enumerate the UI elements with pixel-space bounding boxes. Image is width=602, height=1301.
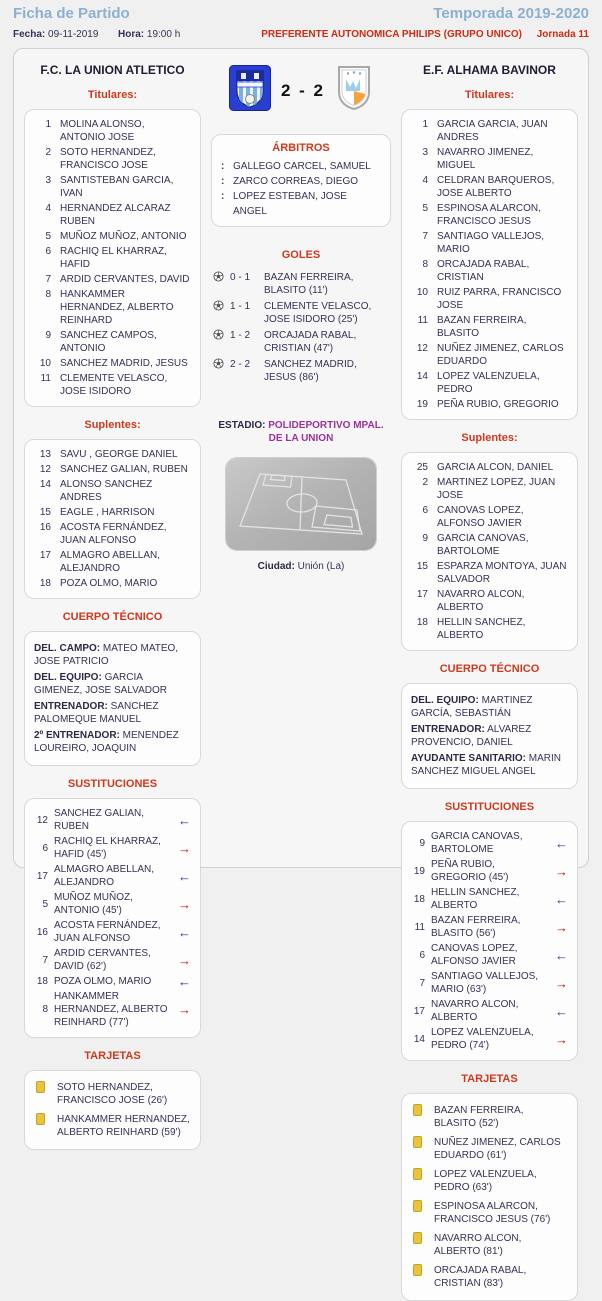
player-name: ARDID CERVANTES, DAVID (62') [54, 948, 151, 972]
staff-name: SANCHEZ PALOMEQUE MANUEL [34, 701, 159, 725]
goal-scorer: BAZAN FERREIRA, BLASITO (11') [264, 271, 354, 296]
referee-row [221, 159, 381, 174]
substitution-row [411, 1025, 568, 1053]
player-number: 19 [413, 865, 425, 877]
staff-name: MENENDEZ LOUREIRO, JOAQUIN [34, 730, 179, 754]
player-name: MOLINA ALONSO, ANTONIO JOSE [60, 119, 145, 143]
goal-row [213, 327, 389, 356]
substitution-row [411, 997, 568, 1025]
yellow-card-icon [413, 1168, 422, 1180]
player-row [411, 587, 568, 615]
player-row [411, 531, 568, 559]
player-name: SANCHEZ CAMPOS, ANTONIO [60, 330, 157, 354]
substitution-arrow-icon: → [178, 896, 191, 912]
player-row [411, 615, 568, 643]
player-number: 17 [416, 589, 428, 600]
player-name: NUÑEZ JIMENEZ, CARLOS EDUARDO [437, 343, 564, 367]
player-number: 12 [39, 464, 51, 475]
player-number: 18 [416, 617, 428, 628]
player-number: 2 [45, 147, 51, 158]
substitution-row [411, 829, 568, 857]
card-row [34, 1078, 191, 1110]
player-row [34, 201, 191, 229]
substitution-row [34, 974, 191, 989]
match-datetime [13, 29, 180, 40]
player-name: SANTIAGO VALLEJOS, MARIO (63') [431, 971, 539, 995]
card-row [411, 1261, 568, 1293]
staff-role: DEL. EQUIPO: [34, 672, 102, 683]
player-row [34, 173, 191, 201]
player-name: MUÑOZ MUÑOZ, ANTONIO [60, 231, 187, 242]
away-staff-list [401, 683, 578, 789]
goal-score: 2 - 2 [230, 358, 251, 370]
player-name: PEÑA RUBIO, GREGORIO [437, 399, 559, 410]
goals-heading: GOLES [281, 249, 321, 261]
away-cards-heading: TARJETAS [461, 1073, 518, 1085]
player-number: 11 [414, 921, 425, 933]
substitution-row [34, 918, 191, 946]
player-number: 5 [45, 231, 51, 242]
home-staff-heading: CUERPO TÉCNICO [62, 611, 163, 623]
player-number: 2 [422, 477, 428, 488]
yellow-card-icon [36, 1081, 45, 1093]
player-name: RACHIQ EL KHARRAZ, HAFID [60, 246, 167, 270]
player-number: 3 [422, 147, 428, 158]
player-number: 6 [422, 505, 428, 516]
card-row [411, 1165, 568, 1197]
player-row [34, 244, 191, 272]
staff-row [34, 671, 191, 697]
player-name: RACHIQ EL KHARRAZ, HAFID (45') [54, 836, 161, 860]
substitution-row [411, 857, 568, 885]
player-row [411, 117, 568, 145]
substitution-arrow-icon: → [555, 863, 568, 879]
away-team-name: E.F. ALHAMA BAVINOR [423, 63, 556, 77]
player-row [411, 313, 568, 341]
player-name: CANOVAS LOPEZ, ALFONSO JAVIER [437, 505, 524, 529]
player-name: ACOSTA FERNÁNDEZ, JUAN ALFONSO [54, 920, 161, 944]
player-row [411, 145, 568, 173]
player-name: LOPEZ VALENZUELA, PEDRO (74') [431, 1027, 534, 1051]
substitution-arrow-icon: ← [555, 1003, 568, 1019]
player-name: ESPINOSA ALARCON, FRANCISCO JESUS (76') [434, 1201, 551, 1225]
substitution-row [34, 946, 191, 974]
substitution-arrow-icon: ← [555, 891, 568, 907]
goal-score: 1 - 1 [230, 300, 251, 312]
staff-role: DEL. EQUIPO: [411, 695, 479, 706]
player-number: 5 [422, 203, 428, 214]
player-name: PEÑA RUBIO, GREGORIO (45') [431, 859, 509, 883]
away-subs-heading: SUSTITUCIONES [444, 801, 535, 813]
referees-box [211, 134, 391, 227]
referee-name: GALLEGO CARCEL, SAMUEL [233, 161, 371, 172]
player-number: 12 [36, 814, 48, 826]
home-titulares-list [24, 109, 201, 407]
away-suplentes-list [401, 452, 578, 651]
substitution-arrow-icon: ← [178, 868, 191, 884]
away-cards-list [401, 1093, 578, 1301]
player-name: MUÑOZ MUÑOZ, ANTONIO (45') [54, 892, 133, 916]
player-row [411, 341, 568, 369]
player-name: HANKAMMER HERNANDEZ, ALBERTO REINHARD (59') [57, 1114, 190, 1138]
player-number: 1 [422, 119, 428, 130]
staff-role: 2º ENTRENADOR: [34, 730, 120, 741]
player-name: ORCAJADA RABAL, CRISTIAN (83') [434, 1265, 527, 1289]
player-row [411, 559, 568, 587]
away-staff-heading: CUERPO TÉCNICO [439, 663, 540, 675]
player-number: 7 [419, 977, 425, 989]
referee-row [221, 174, 381, 189]
hora-value: 19:00 h [146, 29, 181, 40]
player-name: SANCHEZ MADRID, JESUS [60, 358, 188, 369]
player-number: 7 [42, 954, 48, 966]
staff-role: DEL. CAMPO: [34, 643, 101, 654]
player-row [411, 397, 568, 412]
player-number: 16 [39, 522, 51, 533]
referee-row [221, 189, 381, 219]
yellow-card-icon [413, 1104, 422, 1116]
staff-name: MARTINEZ GARCÍA, SEBASTIÁN [411, 695, 533, 719]
home-crest [229, 65, 271, 116]
soccer-ball-icon [213, 358, 225, 373]
player-row [34, 287, 191, 328]
staff-name: MATEO MATEO, JOSE PATRICIO [34, 643, 179, 667]
pitch-image [225, 457, 377, 551]
staff-role: ENTRENADOR: [34, 701, 108, 712]
player-name: LOPEZ VALENZUELA, PEDRO [437, 371, 540, 395]
stadium-line [211, 419, 391, 445]
player-name: SANTISTEBAN GARCIA, IVAN [60, 175, 174, 199]
player-name: HELLIN SANCHEZ, ALBERTO [431, 887, 520, 911]
player-name: NUÑEZ JIMENEZ, CARLOS EDUARDO (61') [434, 1137, 561, 1161]
yellow-card-icon [413, 1264, 422, 1276]
player-row [34, 520, 191, 548]
player-row [34, 229, 191, 244]
player-number: 8 [42, 1004, 48, 1015]
player-name: ALONSO SANCHEZ ANDRES [60, 479, 153, 503]
player-name: CLEMENTE VELASCO, JOSE ISIDORO [60, 373, 168, 397]
away-team-column [401, 59, 578, 1289]
referees-heading: ÁRBITROS [272, 142, 330, 154]
player-name: ESPARZA MONTOYA, JUAN SALVADOR [437, 561, 567, 585]
player-row [34, 145, 191, 173]
substitution-row [34, 806, 191, 834]
season-label: Temporada 2019-2020 [433, 5, 589, 22]
player-number: 7 [422, 231, 428, 242]
player-number: 18 [39, 578, 51, 589]
substitution-row [34, 989, 191, 1030]
player-name: ORCAJADA RABAL, CRISTIAN [437, 259, 530, 283]
city-label: Ciudad: [257, 561, 295, 572]
goal-row [213, 269, 389, 298]
player-number: 6 [42, 842, 48, 854]
player-name: POZA OLMO, MARIO [60, 578, 158, 589]
player-number: 6 [419, 949, 425, 961]
player-number: 18 [36, 976, 48, 987]
goal-score: 0 - 1 [230, 271, 251, 283]
player-name: SANCHEZ GALIAN, RUBEN [54, 808, 145, 832]
substitution-arrow-icon: → [178, 840, 191, 856]
staff-row [34, 700, 191, 726]
home-subs-heading: SUSTITUCIONES [67, 778, 158, 790]
player-number: 3 [45, 175, 51, 186]
player-name: BAZAN FERREIRA, BLASITO (52') [434, 1105, 524, 1129]
goal-scorer: CLEMENTE VELASCO, JOSE ISIDORO (25') [264, 300, 372, 325]
player-row [34, 576, 191, 591]
player-number: 18 [413, 893, 425, 905]
league-name: PREFERENTE AUTONOMICA PHILIPS (GRUPO UNICO) [261, 29, 522, 40]
player-name: HANKAMMER HERNANDEZ, ALBERTO REINHARD [60, 289, 174, 326]
player-name: ALMAGRO ABELLAN, ALEJANDRO [54, 864, 155, 888]
referee-name: ZARCO CORREAS, DIEGO [233, 176, 359, 187]
soccer-ball-icon [213, 329, 225, 344]
player-name: SANCHEZ GALIAN, RUBEN [60, 464, 188, 475]
staff-row [411, 694, 568, 720]
substitution-row [411, 913, 568, 941]
player-row [411, 369, 568, 397]
city-line [211, 561, 391, 572]
player-number: 17 [413, 1005, 425, 1017]
card-row [411, 1133, 568, 1165]
player-row [411, 257, 568, 285]
home-suplentes-list [24, 439, 201, 599]
player-number: 1 [45, 119, 51, 130]
player-name: ARDID CERVANTES, DAVID [60, 274, 190, 285]
goal-score: 1 - 2 [230, 329, 251, 341]
player-row [34, 117, 191, 145]
player-name: MARTINEZ LOPEZ, JUAN JOSE [437, 477, 556, 501]
player-name: ACOSTA FERNÁNDEZ, JUAN ALFONSO [60, 522, 167, 546]
fecha-label: Fecha: [13, 29, 46, 40]
player-name: ESPINOSA ALARCON, FRANCISCO JESUS [437, 203, 541, 227]
player-row [34, 272, 191, 287]
player-number: 12 [416, 343, 428, 354]
staff-role: AYUDANTE SANITARIO: [411, 753, 527, 764]
player-number: 25 [416, 462, 428, 473]
player-row [411, 503, 568, 531]
player-number: 7 [45, 274, 51, 285]
yellow-card-icon [413, 1200, 422, 1212]
player-name: ALMAGRO ABELLAN, ALEJANDRO [60, 550, 161, 574]
home-team-name: F.C. LA UNION ATLETICO [40, 63, 185, 77]
home-cards-heading: TARJETAS [84, 1050, 141, 1062]
staff-name: MARIN SANCHEZ MIGUEL ANGEL [411, 753, 562, 777]
substitution-arrow-icon: → [178, 1002, 191, 1017]
goal-row [213, 298, 389, 327]
jornada-label: Jornada 11 [536, 29, 589, 40]
substitution-row [34, 862, 191, 890]
match-sheet-card [13, 48, 589, 1289]
referee-name: LOPEZ ESTEBAN, JOSE ANGEL [233, 191, 347, 217]
substitution-row [34, 834, 191, 862]
competition-info [261, 29, 589, 40]
player-row [411, 460, 568, 475]
substitution-arrow-icon: → [555, 919, 568, 935]
stadium-label: ESTADIO: [218, 420, 266, 431]
player-name: GARCIA ALCON, DANIEL [437, 462, 554, 473]
goal-scorer: SANCHEZ MADRID, JESUS (86') [264, 358, 357, 383]
match-center-column [211, 59, 391, 855]
player-row [34, 462, 191, 477]
substitution-arrow-icon: ← [555, 947, 568, 963]
referee-colon: : [221, 161, 225, 172]
player-number: 15 [416, 561, 428, 572]
substitution-arrow-icon: → [178, 952, 191, 968]
card-row [411, 1197, 568, 1229]
away-titulares-heading: Titulares: [464, 89, 515, 101]
staff-role: ENTRENADOR: [411, 724, 485, 735]
player-name: GARCIA CANOVAS, BARTOLOME [431, 831, 523, 855]
yellow-card-icon [413, 1136, 422, 1148]
goal-row [213, 356, 389, 385]
player-name: HANKAMMER HERNANDEZ, ALBERTO REINHARD (77') [54, 991, 168, 1028]
player-name: HELLIN SANCHEZ, ALBERTO [437, 617, 526, 641]
away-suplentes-heading: Suplentes: [461, 432, 518, 444]
staff-row [34, 729, 191, 755]
player-row [411, 173, 568, 201]
referee-colon: : [221, 176, 225, 187]
player-number: 14 [416, 371, 428, 382]
page-title: Ficha de Partido [13, 5, 130, 22]
player-number: 8 [422, 259, 428, 270]
card-row [411, 1229, 568, 1261]
player-row [411, 201, 568, 229]
player-name: GARCIA CANOVAS, BARTOLOME [437, 533, 529, 557]
player-row [34, 505, 191, 520]
player-number: 6 [45, 246, 51, 257]
substitution-arrow-icon: ← [178, 974, 191, 989]
player-number: 4 [45, 203, 51, 214]
fecha-value: 09-11-2019 [48, 29, 99, 40]
player-number: 8 [45, 289, 51, 300]
player-name: NAVARRO ALCON, ALBERTO [431, 999, 519, 1023]
player-number: 10 [416, 287, 428, 298]
away-crest [335, 65, 373, 116]
home-suplentes-heading: Suplentes: [84, 419, 141, 431]
player-name: HERNANDEZ ALCARAZ RUBEN [60, 203, 171, 227]
card-row [411, 1101, 568, 1133]
card-row [34, 1110, 191, 1142]
substitution-arrow-icon: ← [178, 812, 191, 828]
player-number: 11 [40, 373, 51, 384]
home-staff-list [24, 631, 201, 766]
substitution-row [411, 941, 568, 969]
staff-row [411, 752, 568, 778]
hora-label: Hora: [118, 29, 145, 40]
substitution-arrow-icon: ← [555, 835, 568, 851]
player-name: RUIZ PARRA, FRANCISCO JOSE [437, 287, 562, 311]
home-team-column [24, 59, 201, 1138]
staff-name: GARCIA GIMENEZ, JOSE SALVADOR [34, 672, 167, 696]
player-number: 9 [419, 837, 425, 849]
player-row [34, 548, 191, 576]
final-score: 2 - 2 [280, 80, 326, 100]
city-name: Unión (La) [297, 561, 345, 572]
player-name: SOTO HERNANDEZ, FRANCISCO JOSE [60, 147, 156, 171]
home-cards-list [24, 1070, 201, 1150]
substitution-arrow-icon: → [555, 975, 568, 991]
player-number: 14 [39, 479, 51, 490]
player-name: EAGLE , HARRISON [60, 507, 155, 518]
player-number: 19 [416, 399, 428, 410]
home-titulares-heading: Titulares: [87, 89, 138, 101]
substitution-arrow-icon: ← [178, 924, 191, 940]
staff-row [34, 642, 191, 668]
player-row [411, 229, 568, 257]
goals-list [211, 269, 391, 385]
player-name: NAVARRO ALCON, ALBERTO [437, 589, 525, 613]
soccer-ball-icon [213, 271, 225, 286]
player-name: BAZAN FERREIRA, BLASITO [437, 315, 527, 339]
player-name: NAVARRO JIMENEZ, MIGUEL [437, 147, 534, 171]
player-row [34, 356, 191, 371]
staff-name: ALVAREZ PROVENCIO, DANIEL [411, 724, 532, 748]
player-number: 16 [36, 926, 48, 938]
score-bar [211, 65, 391, 116]
player-name: POZA OLMO, MARIO [54, 976, 152, 987]
player-number: 10 [39, 358, 51, 369]
player-number: 5 [42, 898, 48, 910]
player-name: CANOVAS LOPEZ, ALFONSO JAVIER [431, 943, 518, 967]
player-name: GARCIA GARCIA, JUAN ANDRES [437, 119, 548, 143]
player-name: BAZAN FERREIRA, BLASITO (56') [431, 915, 521, 939]
yellow-card-icon [36, 1113, 45, 1125]
substitution-row [411, 969, 568, 997]
stadium-name: POLIDEPORTIVO MPAL. DE LA UNION [268, 420, 384, 444]
player-name: SANTIAGO VALLEJOS, MARIO [437, 231, 545, 255]
goal-scorer: ORCAJADA RABAL, CRISTIAN (47') [264, 329, 357, 354]
referee-colon: : [221, 191, 225, 202]
player-row [34, 477, 191, 505]
away-titulares-list [401, 109, 578, 420]
player-row [34, 447, 191, 462]
substitution-arrow-icon: → [555, 1031, 568, 1047]
player-row [34, 328, 191, 356]
page-header [0, 0, 602, 40]
player-name: CELDRAN BARQUEROS, JOSE ALBERTO [437, 175, 555, 199]
player-row [34, 371, 191, 399]
player-number: 4 [422, 175, 428, 186]
player-name: SOTO HERNANDEZ, FRANCISCO JOSE (26') [57, 1082, 168, 1106]
player-number: 9 [45, 330, 51, 341]
player-number: 13 [39, 449, 51, 460]
substitution-row [411, 885, 568, 913]
player-number: 17 [36, 870, 48, 882]
player-number: 9 [422, 533, 428, 544]
substitution-row [34, 890, 191, 918]
yellow-card-icon [413, 1232, 422, 1244]
player-name: LOPEZ VALENZUELA, PEDRO (63') [434, 1169, 537, 1193]
player-number: 11 [417, 315, 428, 326]
soccer-ball-icon [213, 300, 225, 315]
player-number: 17 [39, 550, 51, 561]
player-number: 14 [413, 1033, 425, 1045]
player-name: SAVU , GEORGE DANIEL [60, 449, 178, 460]
player-row [411, 475, 568, 503]
away-subs-list [401, 821, 578, 1061]
player-row [411, 285, 568, 313]
player-number: 15 [39, 507, 51, 518]
home-subs-list [24, 798, 201, 1038]
player-name: NAVARRO ALCON, ALBERTO (81') [434, 1233, 522, 1257]
staff-row [411, 723, 568, 749]
